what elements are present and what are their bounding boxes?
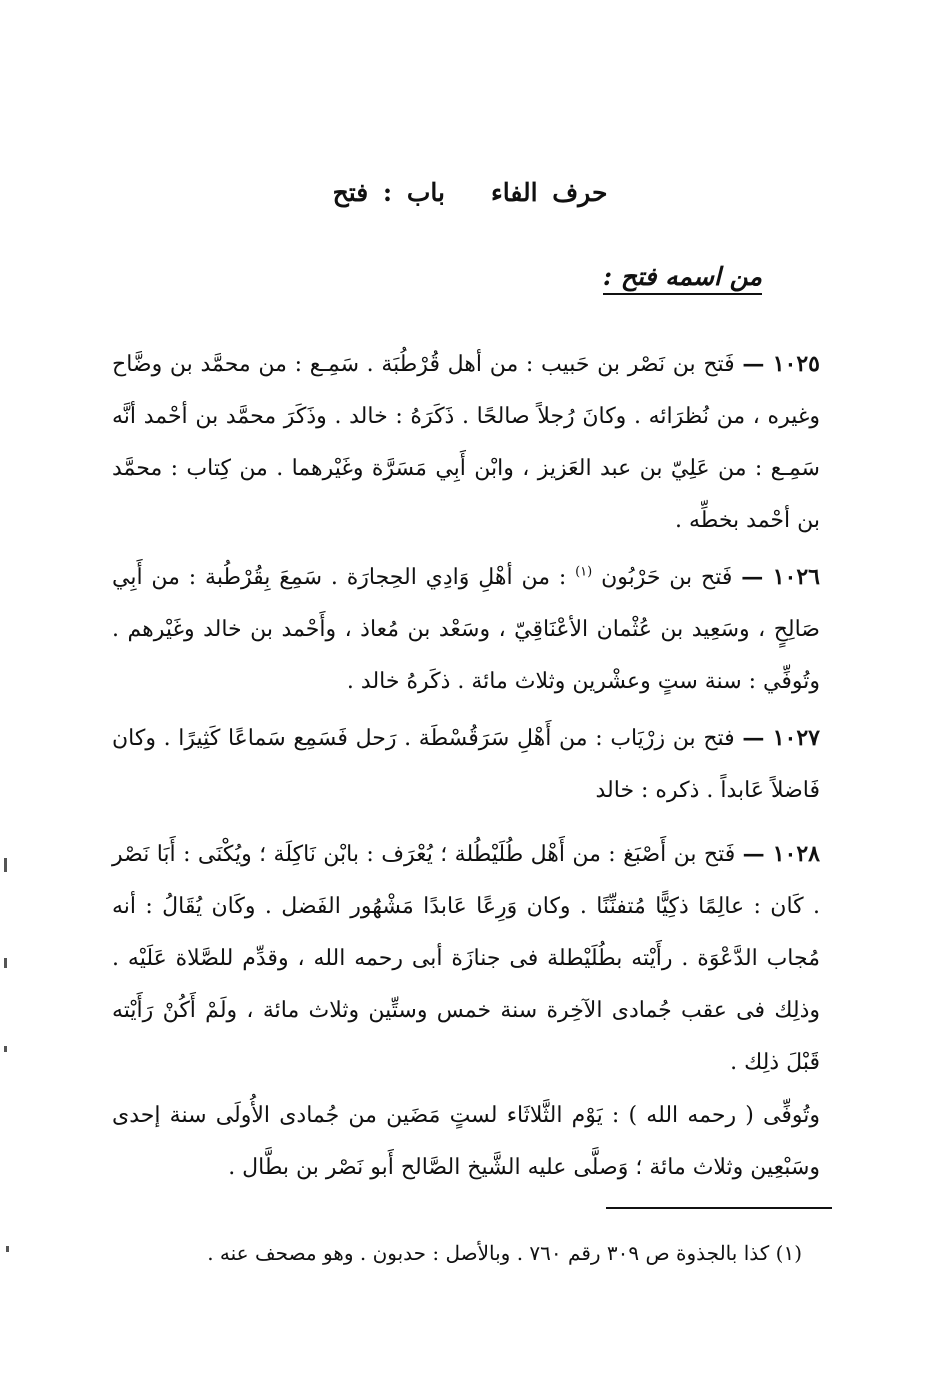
- entry-number: ١٠٢٨ —: [742, 841, 820, 867]
- entry-text: فَتح بن نَصْر بن حَبيب : من أهل قُرْطُبَة . سَمِـع : من محمَّد بن وضَّاح وغيره ، من نُظرَائه . وكانَ رُجلاً صالحًا . ذَكَرَهُ : خالد . وذَكَرَ محمَّد بن أحْمد أنَّه سَمِـع : من عَلِيّ بن عبد العَزيز ، وابْن أَبِي مَسَرَّة وغَيْرهما . من كِتاب : محمَّد بن أحْمد بخطِّه .: [112, 352, 820, 533]
- chapter-title: باب : فتح: [332, 178, 445, 207]
- scan-margin-mark: [4, 958, 7, 968]
- scan-margin-mark: [4, 858, 7, 872]
- entry-1026: [112, 551, 820, 708]
- death-paragraph: [112, 1090, 820, 1194]
- chapter-title-line: [0, 178, 940, 207]
- footnote-reference[interactable]: (١): [575, 564, 593, 580]
- footnote-divider: [606, 1207, 832, 1209]
- entry-1027: [112, 712, 820, 817]
- death-text: وتُوفِّى ( رحمه الله ) : يَوْم الثَّلاثَاء لستٍ مَضَين من جُمادى الأُولَى سنة إحدى وسَبْعِين وثلاث مائة ؛ وَصلَّى عليه الشَّيخ الصَّالح أَبو نَصْر بن بطَّال .: [112, 1103, 820, 1180]
- footnote: [150, 1236, 802, 1270]
- entry-text: فتح بن زرْيَاب : من أَهْلِ سَرَقُسْطَة . رَحل فَسَمِع سَماعًا كَثِيرًا . وكان فَاضلاً عَابداً . ذكره : خالد: [112, 726, 820, 803]
- entry-number: ١٠٢٦ —: [741, 564, 820, 590]
- entry-text: فَتح بن أَصْبَغ : من أَهْل طُلَيْطُلة ؛ يُعْرَف : بابْن نَاكِلَة ؛ ويُكْنَى : أَبَا نَصْر . كَان : عالِمًا ذكِيًّا مُتفنِّنًا . وكان وَرِعًا عَابدًا مَشْهُور الفَضل . وكَان يُقَالُ : أنه مُجاب الدَّعْوَة . رأَيْته بطُلَيْطلة فى جنازَة أبى رحمه الله ، وقدِّم للصَّلاة عَلَيْه . وذلِك فى عقب جُمادى الآخِرة سنة خمس وستِّين وثلاث مائة ، ولَمْ أَكُنْ رَأَيْته قَبْلَ ذلِك .: [112, 842, 820, 1075]
- section-heading-text: من اسمه فتح :: [603, 262, 762, 295]
- footnote-text: (١) كذا بالجذوة ص ٣٠٩ رقم ٧٦٠ . وبالأصل : حدبون . وهو مصحف عنه .: [207, 1241, 802, 1265]
- entry-1028: [112, 828, 820, 1089]
- entry-number: ١٠٢٥ —: [742, 351, 820, 377]
- entry-number: ١٠٢٧ —: [742, 725, 820, 751]
- section-heading: [603, 262, 762, 291]
- scan-margin-mark: [6, 1246, 9, 1252]
- scan-margin-mark: [4, 1046, 7, 1052]
- entry-name: فَتح بن حَرْبُون: [601, 565, 733, 590]
- entry-1025: [112, 338, 820, 547]
- letter-title: حرف الفاء: [490, 178, 608, 207]
- entry-text: : من أهْلِ وَادِي الحِجارَة . سَمِعَ بِقُرْطُبة : من أَبِي صَالِحٍ ، وسَعِيد بن عُثْمان الأعْنَاقِيّ ، وسَعْد بن مُعاذ ، وأَحْمد بن خالد وغَيْرهم . وتُوفِّي : سنة ستٍ وعشْرين وثلاث مائة . ذكَرهُ خالد .: [112, 565, 820, 694]
